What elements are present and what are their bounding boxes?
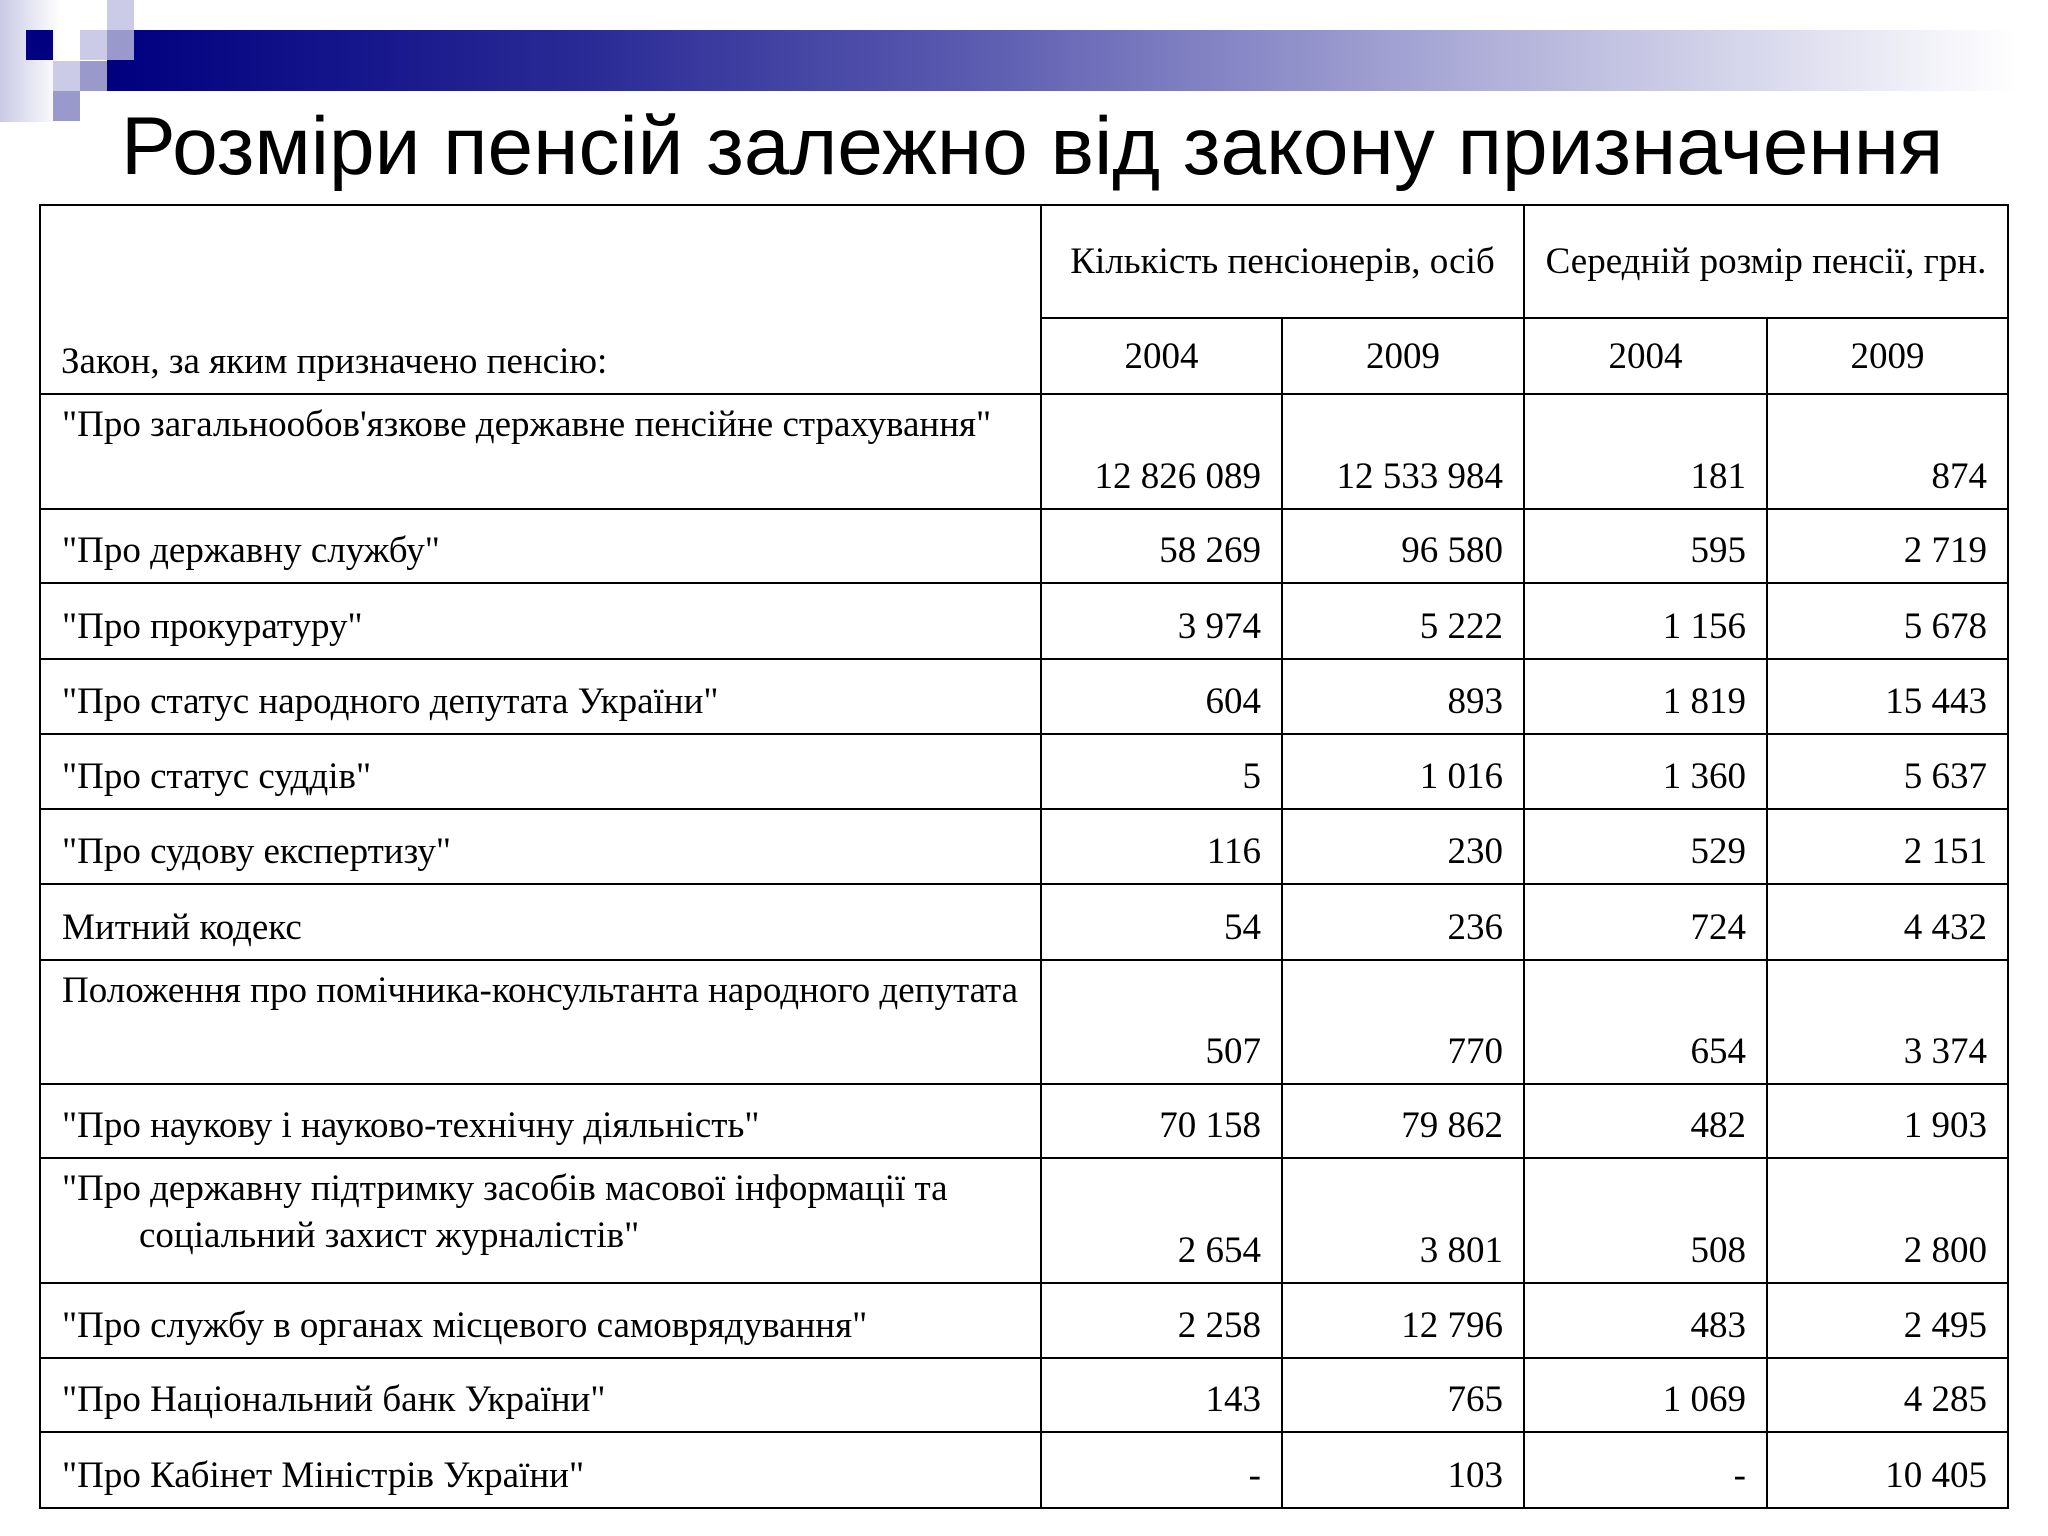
decor-square <box>53 91 80 121</box>
law-name: "Про статус суддів" <box>40 734 1041 809</box>
value-cell: 70 158 <box>1041 1084 1282 1158</box>
value-cell: 96 580 <box>1282 509 1524 583</box>
value-cell: 5 637 <box>1767 734 2008 809</box>
value-cell: 4 432 <box>1767 884 2008 960</box>
value-cell: 54 <box>1041 884 1282 960</box>
value-cell: 103 <box>1282 1432 1524 1508</box>
law-name: "Про службу в органах місцевого самоврядування" <box>40 1283 1041 1358</box>
law-name: "Про прокуратуру" <box>40 583 1041 659</box>
value-cell: 724 <box>1524 884 1767 960</box>
law-name: Митний кодекс <box>40 884 1041 960</box>
value-cell: 508 <box>1524 1158 1767 1283</box>
law-name: "Про наукову і науково-технічну діяльність" <box>40 1084 1041 1158</box>
law-header: Закон, за яким призначено пенсію: <box>40 205 1041 394</box>
table-row <box>40 1283 2008 1358</box>
value-cell: 893 <box>1282 659 1524 734</box>
value-cell: 1 016 <box>1282 734 1524 809</box>
value-cell: 1 069 <box>1524 1358 1767 1432</box>
value-cell: 483 <box>1524 1283 1767 1358</box>
law-name: "Про державну підтримку засобів масової інформації та соціальний захист журналістів" <box>40 1158 1041 1283</box>
value-cell: 529 <box>1524 809 1767 884</box>
law-name: "Про Кабінет Міністрів України" <box>40 1432 1041 1508</box>
decor-square <box>80 61 107 91</box>
value-cell: 4 285 <box>1767 1358 2008 1432</box>
value-cell: 1 360 <box>1524 734 1767 809</box>
decor-square <box>107 30 134 60</box>
value-cell: 143 <box>1041 1358 1282 1432</box>
value-cell: 116 <box>1041 809 1282 884</box>
table-row <box>40 509 2008 583</box>
value-cell: 12 533 984 <box>1282 394 1524 509</box>
value-cell: 1 156 <box>1524 583 1767 659</box>
value-cell: 1 819 <box>1524 659 1767 734</box>
value-cell: 765 <box>1282 1358 1524 1432</box>
value-cell: 874 <box>1767 394 2008 509</box>
value-cell: 482 <box>1524 1084 1767 1158</box>
table-row <box>40 583 2008 659</box>
value-cell: 3 974 <box>1041 583 1282 659</box>
value-cell: 3 374 <box>1767 960 2008 1084</box>
value-cell: 5 <box>1041 734 1282 809</box>
law-name: "Про судову експертизу" <box>40 809 1041 884</box>
law-name: Положення про помічника-консультанта народного депутата <box>40 960 1041 1084</box>
value-cell: 654 <box>1524 960 1767 1084</box>
slide-title: Розміри пенсій залежно від закону призначення <box>121 101 1944 192</box>
value-cell: 2 495 <box>1767 1283 2008 1358</box>
year-header: 2004 <box>1524 318 1767 394</box>
table-row <box>40 960 2008 1084</box>
value-cell: 2 151 <box>1767 809 2008 884</box>
law-name: "Про державну службу" <box>40 509 1041 583</box>
group-header-count: Кількість пенсіонерів, осіб <box>1041 205 1524 318</box>
value-cell: 12 796 <box>1282 1283 1524 1358</box>
table-row <box>40 809 2008 884</box>
value-cell: 2 654 <box>1041 1158 1282 1283</box>
table-row <box>40 1358 2008 1432</box>
decor-square <box>80 30 107 60</box>
value-cell: 181 <box>1524 394 1767 509</box>
value-cell: 604 <box>1041 659 1282 734</box>
table-row <box>40 1158 2008 1283</box>
value-cell: 236 <box>1282 884 1524 960</box>
law-name: "Про загальнообов'язкове державне пенсійне страхування" <box>40 394 1041 509</box>
header-bar <box>107 30 2017 91</box>
value-cell: 5 678 <box>1767 583 2008 659</box>
value-cell: 58 269 <box>1041 509 1282 583</box>
pension-table <box>39 204 2009 1509</box>
law-name: "Про Національний банк України" <box>40 1358 1041 1432</box>
value-cell: 15 443 <box>1767 659 2008 734</box>
table-row <box>40 659 2008 734</box>
value-cell: 230 <box>1282 809 1524 884</box>
value-cell: 595 <box>1524 509 1767 583</box>
year-header: 2009 <box>1282 318 1524 394</box>
value-cell: 770 <box>1282 960 1524 1084</box>
value-cell: - <box>1041 1432 1282 1508</box>
value-cell: 2 258 <box>1041 1283 1282 1358</box>
table-row <box>40 1084 2008 1158</box>
value-cell: 3 801 <box>1282 1158 1524 1283</box>
value-cell: 5 222 <box>1282 583 1524 659</box>
table-row <box>40 394 2008 509</box>
decor-square <box>53 61 80 91</box>
value-cell: 507 <box>1041 960 1282 1084</box>
table-row <box>40 1432 2008 1508</box>
value-cell: 12 826 089 <box>1041 394 1282 509</box>
value-cell: - <box>1524 1432 1767 1508</box>
decor-fade <box>0 0 60 122</box>
value-cell: 2 800 <box>1767 1158 2008 1283</box>
table-row <box>40 734 2008 809</box>
value-cell: 1 903 <box>1767 1084 2008 1158</box>
group-header-avg: Середній розмір пенсії, грн. <box>1524 205 2008 318</box>
value-cell: 79 862 <box>1282 1084 1524 1158</box>
decor-square <box>107 0 134 30</box>
law-name: "Про статус народного депутата України" <box>40 659 1041 734</box>
value-cell: 10 405 <box>1767 1432 2008 1508</box>
year-header: 2004 <box>1041 318 1282 394</box>
decor-square <box>26 30 53 60</box>
year-header: 2009 <box>1767 318 2008 394</box>
value-cell: 2 719 <box>1767 509 2008 583</box>
table-row <box>40 884 2008 960</box>
